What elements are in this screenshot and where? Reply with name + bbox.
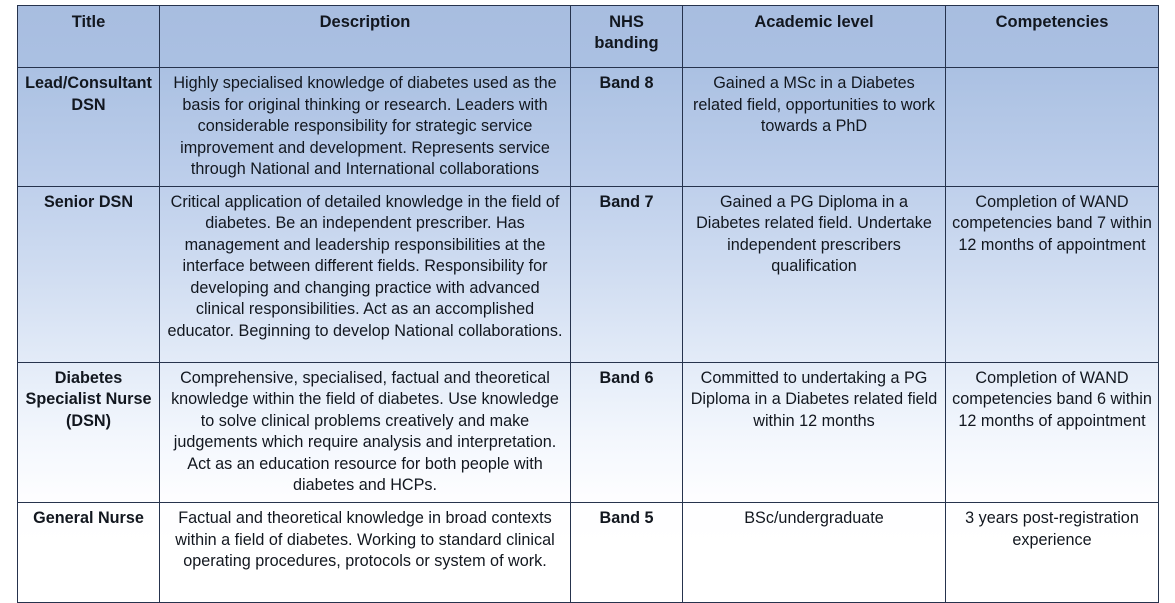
cell-nhs-banding: Band 8: [571, 68, 683, 187]
cell-description: Factual and theoretical knowledge in broad contexts within a field of diabetes. Working to standard clinical operating procedures, protocols or system of work.: [160, 503, 571, 603]
cell-academic-level: Gained a MSc in a Diabetes related field, opportunities to work towards a PhD: [683, 68, 946, 187]
table-row: [18, 68, 1159, 187]
column-header-competencies: Competencies: [946, 6, 1159, 68]
cell-competencies: Completion of WAND competencies band 7 within 12 months of appointment: [946, 186, 1159, 362]
table-header-row: [18, 6, 1159, 68]
diabetes-nursing-roles-table-container: [17, 5, 1158, 590]
cell-title: Senior DSN: [18, 186, 160, 362]
table-row: [18, 186, 1159, 362]
cell-description: Highly specialised knowledge of diabetes used as the basis for original thinking or research. Leaders with considerable responsibility for strategic service improvement and development. Represents service through National and International collaborations: [160, 68, 571, 187]
cell-description: Critical application of detailed knowledge in the field of diabetes. Be an independent prescriber. Has management and leadership responsibilities at the interface between different fields. Responsibility for developing and changing practice with advanced clinical responsibilities. Act as an accomplished educator. Beginning to develop National collaborations.: [160, 186, 571, 362]
cell-title: Lead/Consultant DSN: [18, 68, 160, 187]
cell-nhs-banding: Band 6: [571, 362, 683, 502]
table-row: [18, 503, 1159, 603]
cell-description: Comprehensive, specialised, factual and theoretical knowledge within the field of diabetes. Use knowledge to solve clinical problems creatively and make judgements which require analysis and interpretation. Act as an education resource for both people with diabetes and HCPs.: [160, 362, 571, 502]
table-row: [18, 362, 1159, 502]
cell-title: Diabetes Specialist Nurse (DSN): [18, 362, 160, 502]
cell-academic-level: Committed to undertaking a PG Diploma in a Diabetes related field within 12 months: [683, 362, 946, 502]
column-header-nhs-banding-line1: NHS: [609, 13, 644, 31]
cell-competencies: Completion of WAND competencies band 6 within 12 months of appointment: [946, 362, 1159, 502]
column-header-nhs-banding-line2: banding: [594, 34, 659, 53]
cell-title: General Nurse: [18, 503, 160, 603]
column-header-title: Title: [18, 6, 160, 68]
column-header-academic-level: Academic level: [683, 6, 946, 68]
diabetes-nursing-roles-table: [17, 5, 1159, 603]
column-header-nhs-banding: [571, 6, 683, 68]
cell-competencies: [946, 68, 1159, 187]
cell-competencies: 3 years post-registration experience: [946, 503, 1159, 603]
cell-nhs-banding: Band 5: [571, 503, 683, 603]
cell-academic-level: BSc/undergraduate: [683, 503, 946, 603]
cell-academic-level: Gained a PG Diploma in a Diabetes related field. Undertake independent prescribers qualification: [683, 186, 946, 362]
cell-nhs-banding: Band 7: [571, 186, 683, 362]
column-header-description: Description: [160, 6, 571, 68]
